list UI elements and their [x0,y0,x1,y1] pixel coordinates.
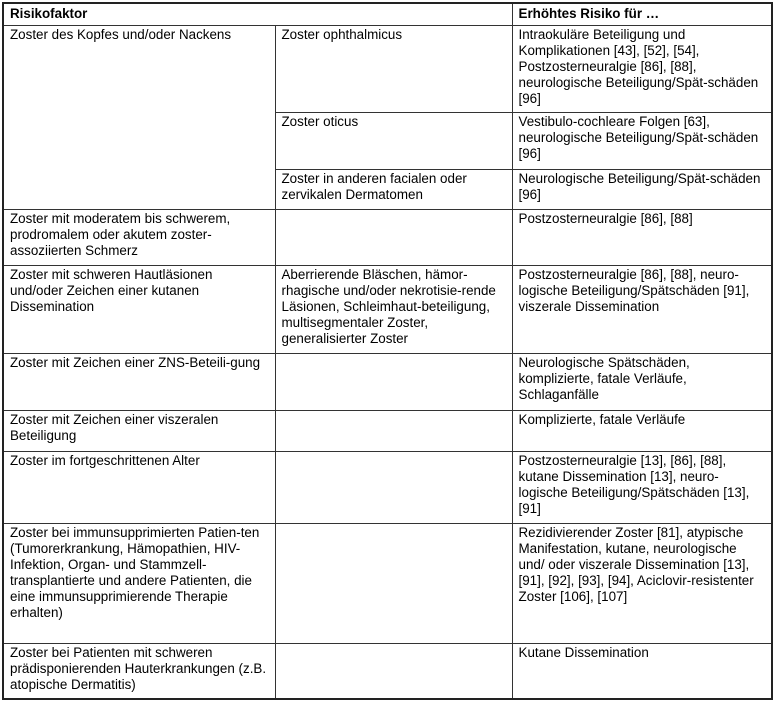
header-increased-risk: Erhöhtes Risiko für … [512,3,772,25]
risk-cell: Rezidivierender Zoster [81], atypische Manifestation, kutane, neurologische und/ oder viszerale Dissemination [13], [91], [92], [93], [94], Aciclovir-resistenter Zoster [106], [107] [512,523,772,643]
detail-cell [275,209,512,265]
risk-factor-cell: Zoster des Kopfes und/oder Nackens [3,25,275,209]
header-row [3,3,772,25]
risk-cell: Komplizierte, fatale Verläufe [512,410,772,451]
detail-cell [275,643,512,699]
risk-cell: Postzosterneuralgie [86], [88], neuro-logische Beteiligung/Spätschäden [91], viszerale Dissemination [512,265,772,353]
risk-factor-cell: Zoster im fortgeschrittenen Alter [3,451,275,523]
risk-cell: Kutane Dissemination [512,643,772,699]
detail-cell: Aberrierende Bläschen, hämor-rhagische und/oder nekrotisie-rende Läsionen, Schleimhaut-beteiligung, multisegmentaler Zoster, generalisierter Zoster [275,265,512,353]
table-row [3,265,772,353]
risk-factor-cell: Zoster bei Patienten mit schweren prädisponierenden Hauterkrankungen (z.B. atopische Dermatitis) [3,643,275,699]
risk-cell: Vestibulo-cochleare Folgen [63], neurologische Beteiligung/Spät-schäden [96] [512,112,772,169]
detail-cell: Zoster in anderen facialen oder zervikalen Dermatomen [275,169,512,209]
table-row [3,451,772,523]
risk-factor-cell: Zoster bei immunsupprimierten Patien-ten (Tumorerkrankung, Hämopathien, HIV-Infektion, Organ- und Stammzell-transplantierte und andere Patienten, die eine immunsupprimierende Therapie erhalten) [3,523,275,643]
detail-cell [275,451,512,523]
risk-cell: Intraokuläre Beteiligung und Komplikationen [43], [52], [54], Postzosterneuralgie [86], [88], neurologische Beteiligung/Spät-schäden [96] [512,25,772,112]
risk-factor-table [2,2,773,700]
header-risk-factor: Risikofaktor [3,3,512,25]
detail-cell [275,523,512,643]
risk-factor-cell: Zoster mit schweren Hautläsionen und/oder Zeichen einer kutanen Dissemination [3,265,275,353]
risk-cell: Neurologische Spätschäden, komplizierte, fatale Verläufe, Schlaganfälle [512,353,772,410]
detail-cell: Zoster ophthalmicus [275,25,512,112]
table-row [3,353,772,410]
risk-factor-cell: Zoster mit Zeichen einer ZNS-Beteili-gung [3,353,275,410]
risk-cell: Postzosterneuralgie [86], [88] [512,209,772,265]
table-row [3,643,772,699]
table-row [3,209,772,265]
table-row [3,25,772,112]
risk-cell: Neurologische Beteiligung/Spät-schäden [96] [512,169,772,209]
detail-cell [275,410,512,451]
risk-factor-cell: Zoster mit Zeichen einer viszeralen Beteiligung [3,410,275,451]
risk-cell: Postzosterneuralgie [13], [86], [88], kutane Dissemination [13], neuro-logische Beteiligung/Spätschäden [13], [91] [512,451,772,523]
table-row [3,523,772,643]
table-row [3,410,772,451]
detail-cell [275,353,512,410]
detail-cell: Zoster oticus [275,112,512,169]
risk-factor-cell: Zoster mit moderatem bis schwerem, prodromalem oder akutem zoster-assoziierten Schmerz [3,209,275,265]
